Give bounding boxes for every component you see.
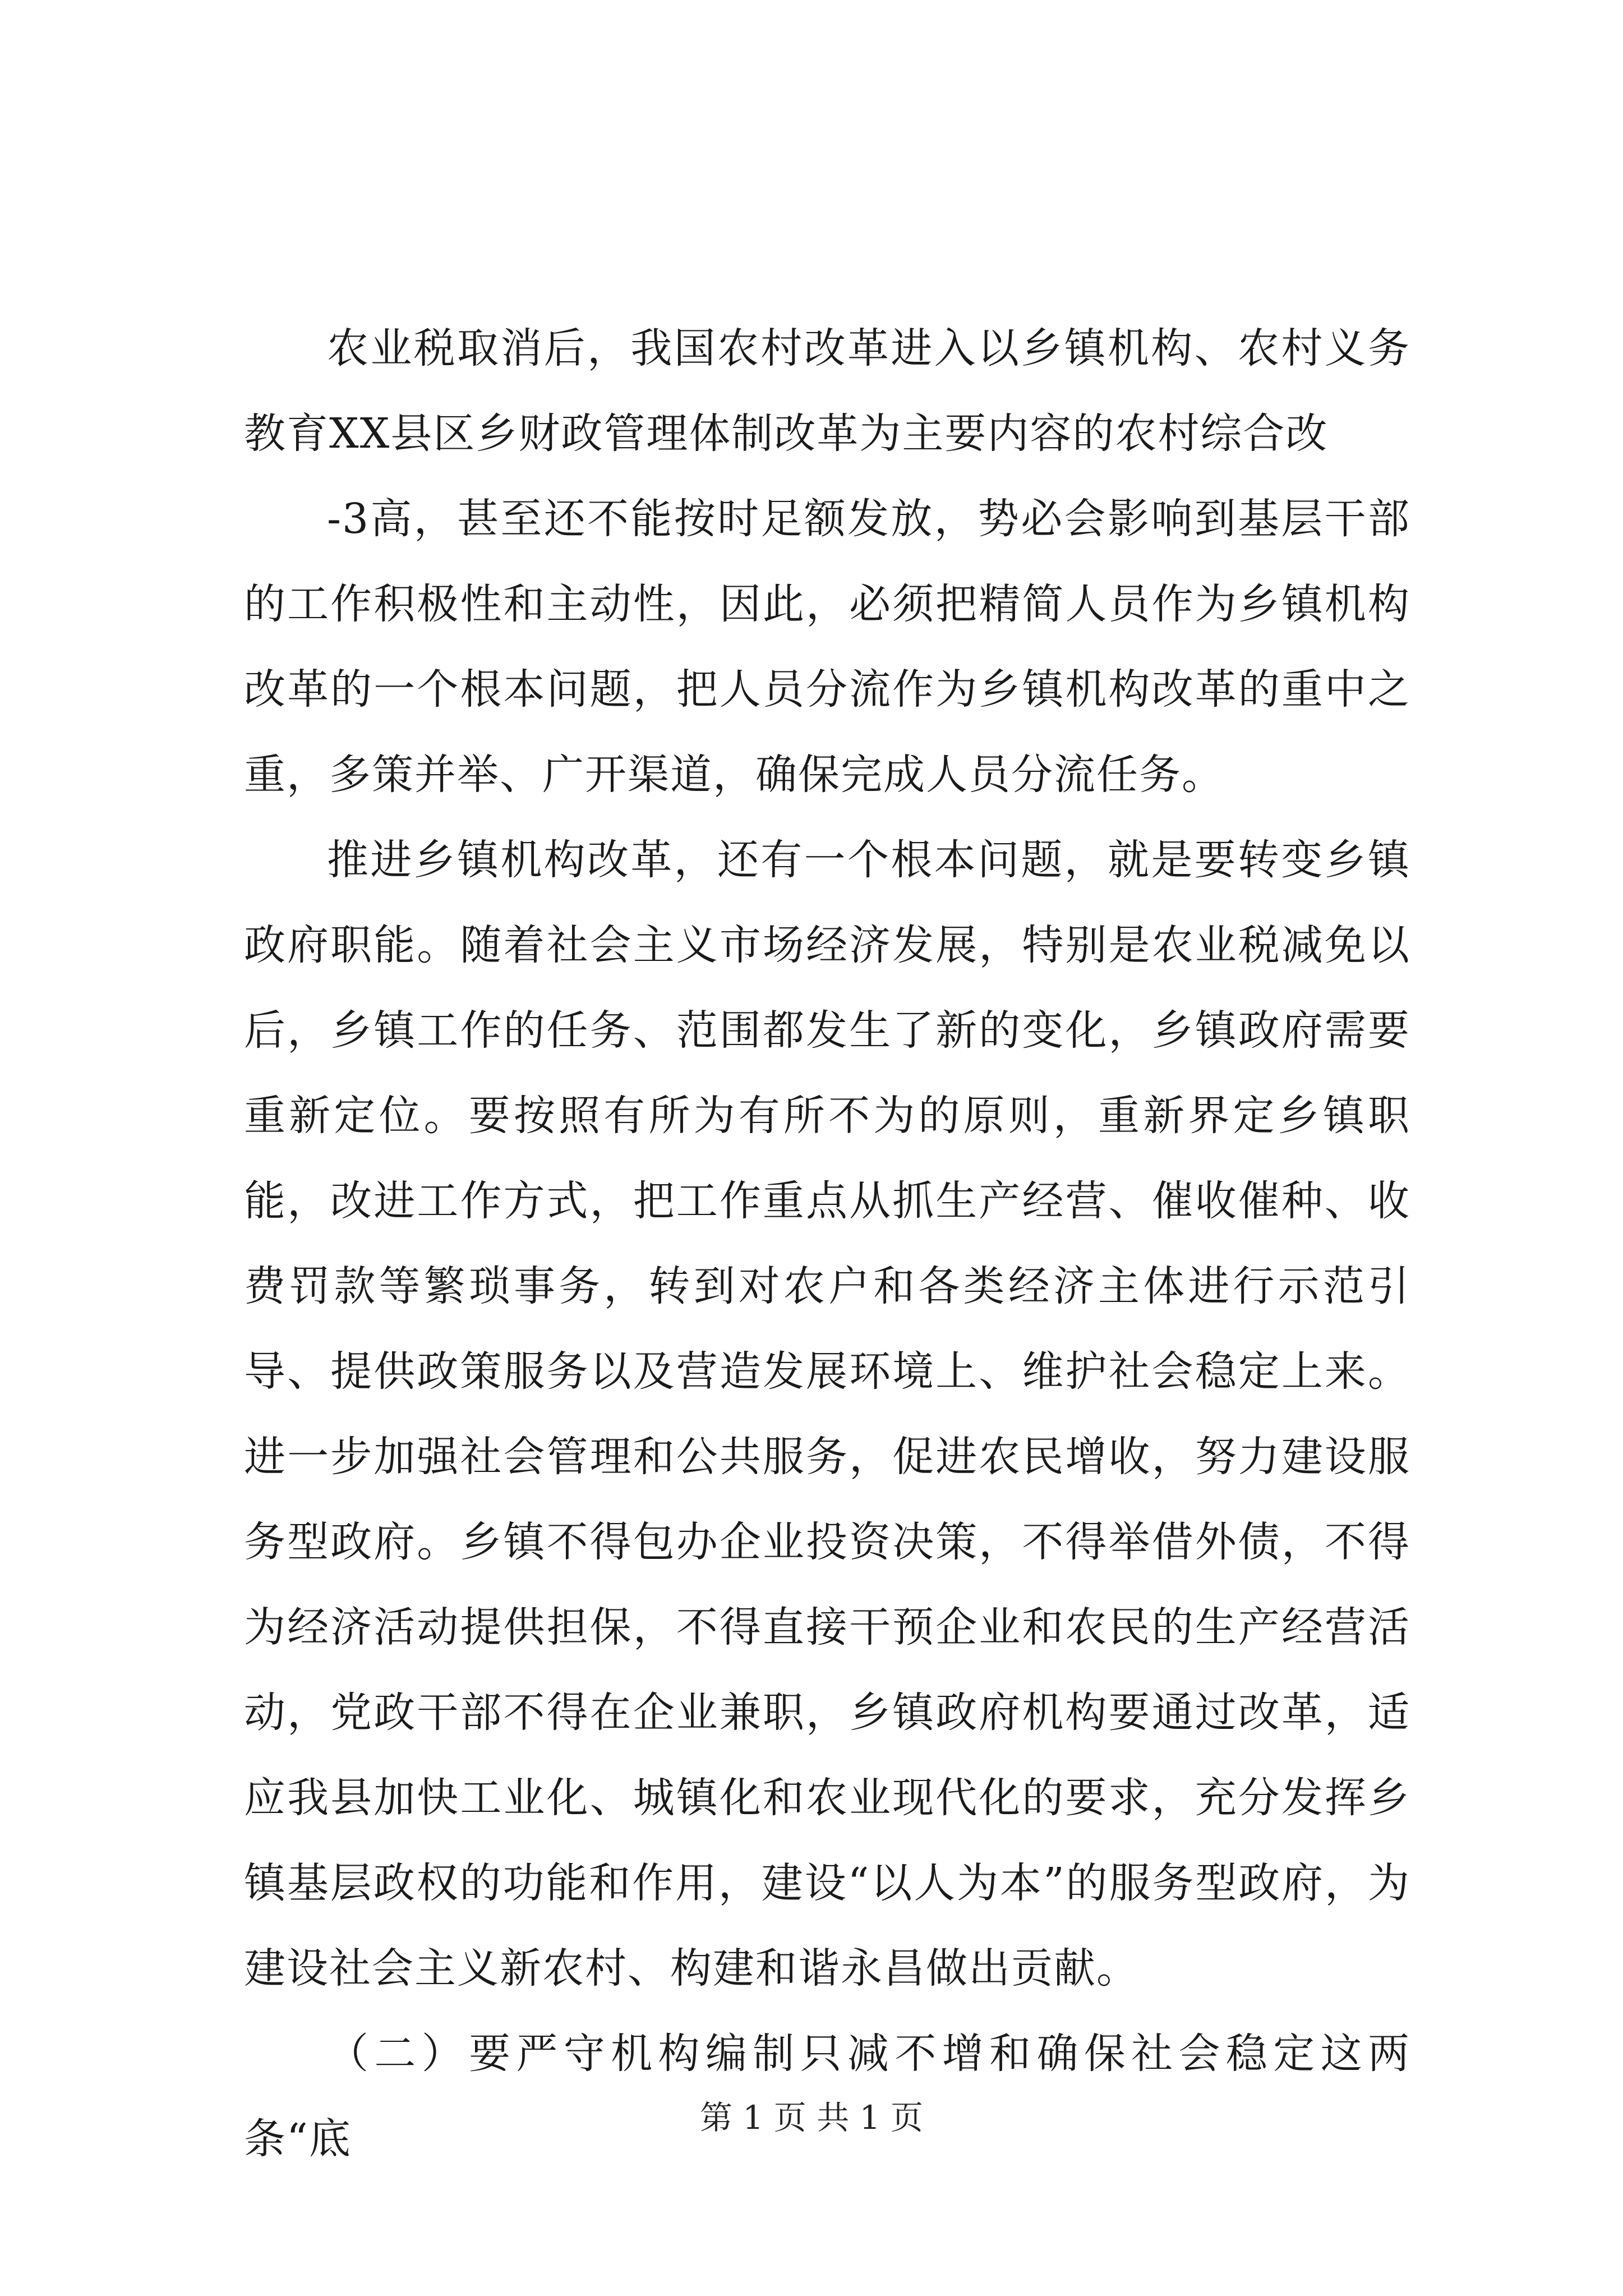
paragraph-government-functions: 推进乡镇机构改革，还有一个根本问题，就是要转变乡镇政府职能。随着社会主义市场经济发展，特别是农业税减免以后，乡镇工作的任务、范围都发生了新的变化，乡镇政府需要重新定位。要按照有所为有所不为的原则，重新界定乡镇职能，改进工作方式，把工作重点从抓生产经营、催收催种、收费罚款等繁琐事务，转到对农户和各类经济主体进行示范引导、提供政策服务以及营造发展环境上、维护社会稳定上来。进一步加强社会管理和公共服务，促进农民增收，努力建设服务型政府。乡镇不得包办企业投资决策，不得举借外债，不得为经济活动提供担保，不得直接干预企业和农民的生产经营活动，党政干部不得在企业兼职，乡镇政府机构要通过改革，适应我县加快工业化、城镇化和农业现代化的要求，充分发挥乡镇基层政权的功能和作用，建设“以人为本”的服务型政府，为建设社会主义新农村、构建和谐永昌做出贡献。 [244,836,1410,1993]
paragraph-staff-reduction: -3高，甚至还不能按时足额发放，势必会影响到基层干部的工作积极性和主动性，因此，必须把精简人员作为乡镇机构改革的一个根本问题，把人员分流作为乡镇机构改革的重中之重，多策并举、广开渠道，确保完成人员分流任务。 [244,495,1410,799]
document-body [244,306,1410,2182]
paragraph-agricultural-tax: 农业税取消后，我国农村改革进入以乡镇机构、农村义务教育XX县区乡财政管理体制改革为主要内容的农村综合改 [244,324,1410,458]
paragraph-section-two-heading: （二）要严守机构编制只减不增和确保社会稳定这两条“底 [244,2030,1410,2163]
page-number-footer: 第 1 页 共 1 页 [700,2099,923,2137]
